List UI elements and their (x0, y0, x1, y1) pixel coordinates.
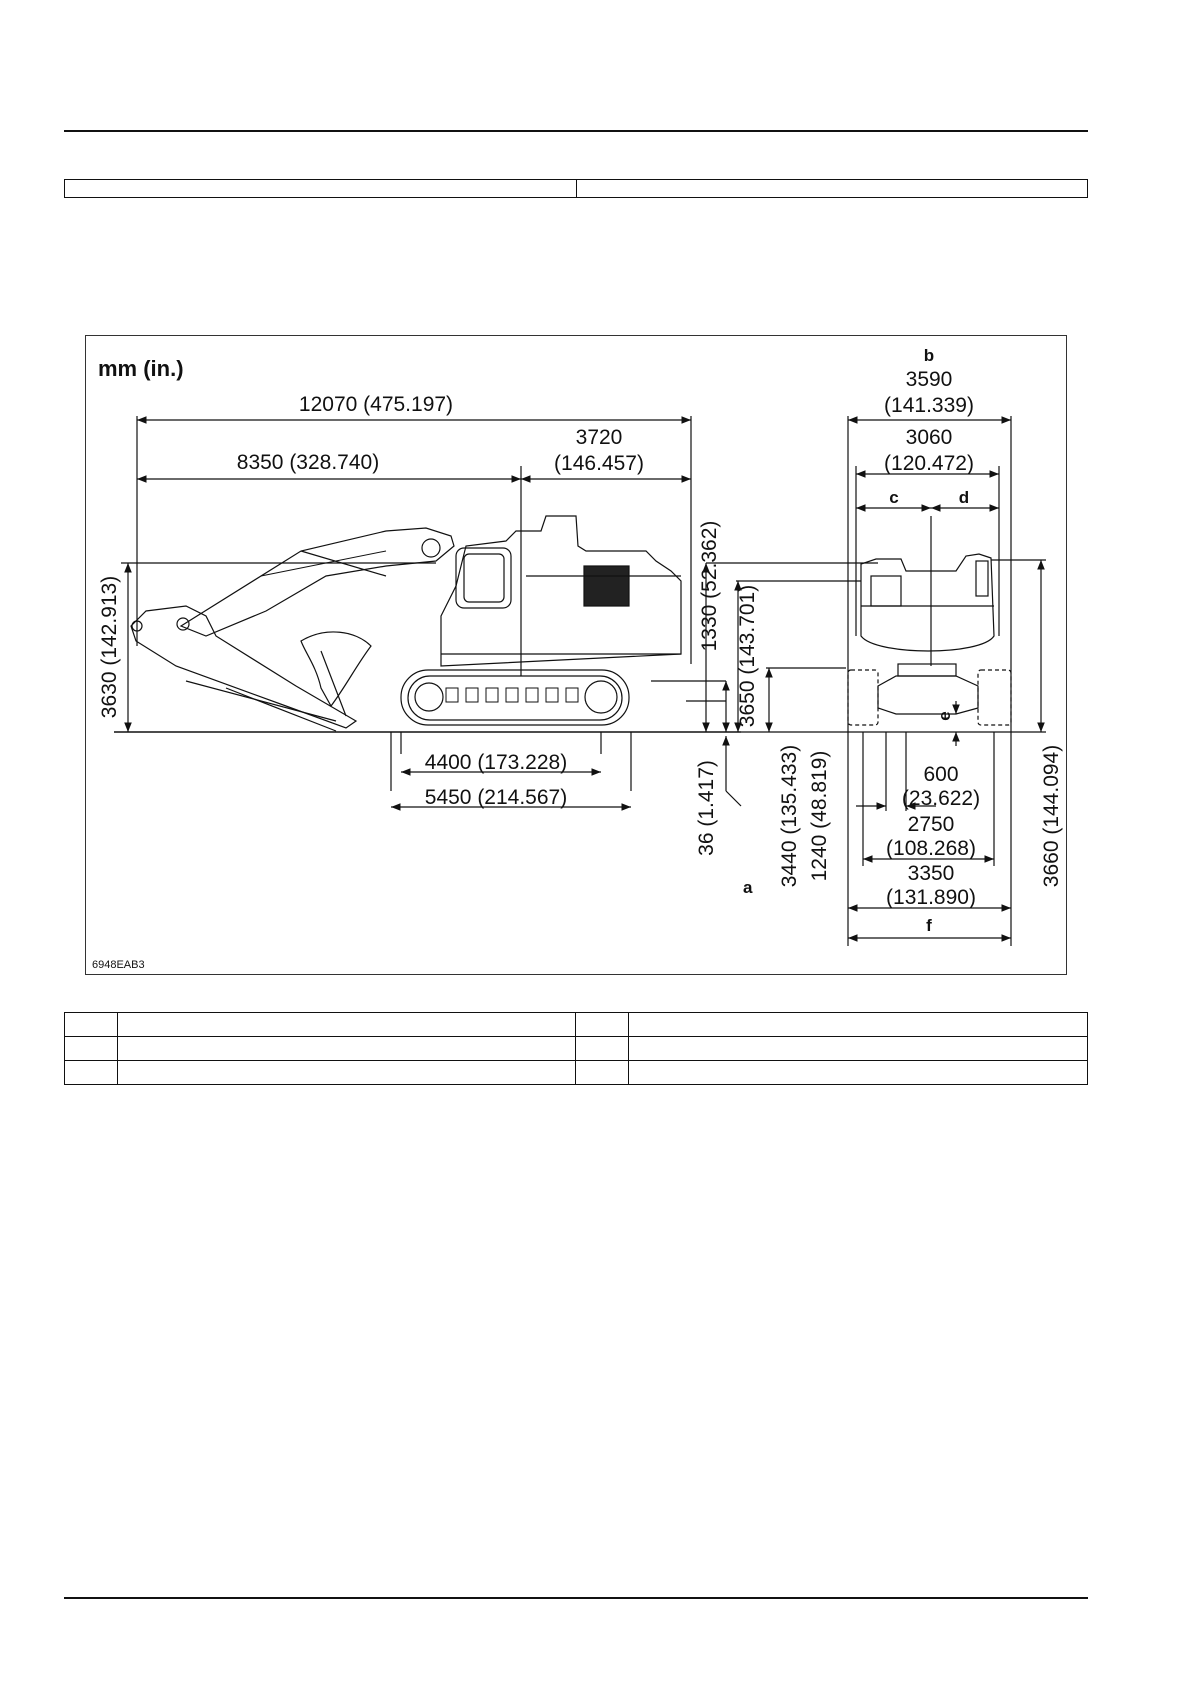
track-gauge-label-top: 2750 (907, 813, 955, 836)
callout-b: b (923, 346, 935, 365)
undercarriage-width-label-top: 3350 (907, 862, 955, 885)
front-to-swing-center-label: 8350 (328.740) (236, 451, 380, 474)
dimensions-drawing (86, 336, 1068, 976)
overall-height-label: 3650 (143.701) (736, 584, 759, 728)
legend-row (65, 1013, 1088, 1037)
callout-a: a (743, 878, 753, 897)
upper-width-label-top: 3060 (905, 426, 953, 449)
footer-rule (64, 1597, 1088, 1599)
rear-swing-radius-label-top: 3720 (575, 426, 623, 449)
shoe-width-label-top: 600 (923, 763, 959, 786)
header-table (64, 179, 1088, 198)
track-grouser-label: 36 (1.417) (695, 760, 718, 856)
side-view (114, 416, 741, 807)
legend-table (64, 1012, 1088, 1085)
callout-d: d (958, 488, 970, 507)
legend-row (65, 1037, 1088, 1061)
overall-width-label-top: 3590 (905, 368, 953, 391)
shoe-width-label-bottom: (23.622) (901, 787, 981, 810)
dimensions-figure (85, 335, 1067, 975)
header-rule (64, 130, 1088, 132)
overall-width-label-bottom: (141.339) (884, 394, 974, 417)
callout-f: f (926, 916, 932, 935)
counterweight-clearance-label: 1330 (52.362) (698, 520, 721, 652)
overall-length-label: 12070 (475.197) (298, 393, 454, 416)
legend-row (65, 1061, 1088, 1085)
handrail-height-label: 3660 (144.094) (1040, 744, 1063, 888)
figure-id: 6948EAB3 (92, 959, 145, 971)
tumbler-distance-label: 4400 (173.228) (424, 751, 568, 774)
upper-width-label-bottom: (120.472) (884, 452, 974, 475)
header-table-cell-left (65, 180, 577, 197)
boom-height-label: 3630 (142.913) (98, 575, 121, 719)
ground-clearance-label: 1240 (48.819) (808, 750, 831, 882)
callout-e: e (935, 711, 954, 721)
rear-swing-radius-label-bottom: (146.457) (554, 452, 644, 475)
undercarriage-width-label-bottom: (131.890) (886, 886, 976, 909)
unit-label: mm (in.) (98, 356, 184, 381)
cab-height-label: 3440 (135.433) (778, 744, 801, 888)
track-gauge-label-bottom: (108.268) (886, 837, 976, 860)
track-length-label: 5450 (214.567) (424, 786, 568, 809)
callout-c: c (889, 488, 899, 507)
